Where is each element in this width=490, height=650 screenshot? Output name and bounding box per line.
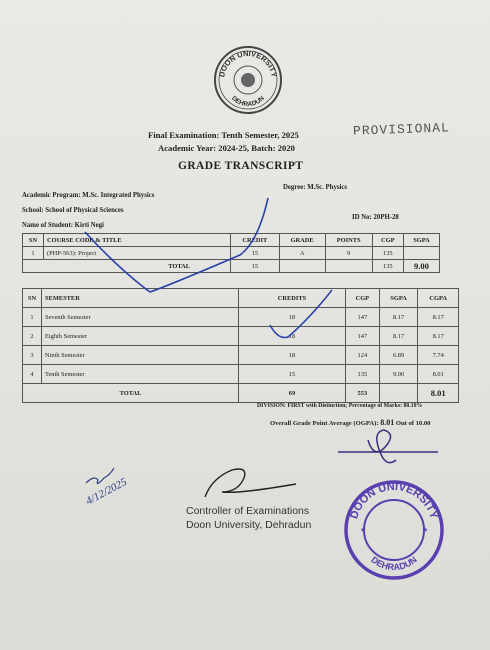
col-credits: CREDITS <box>239 289 346 308</box>
cell: A <box>279 247 325 260</box>
cell: 135 <box>346 365 380 384</box>
overall-label: Overall Grade Point Average (OGPA): <box>270 420 379 427</box>
stamp-top-text: DOON UNIVERSITY <box>348 480 440 521</box>
semester-table <box>22 288 459 403</box>
cell: Ninth Semester <box>42 346 239 365</box>
cell: 3 <box>23 346 42 365</box>
total-cgp: 135 <box>372 260 403 273</box>
cell: 147 <box>346 308 380 327</box>
overall-suffix: Out of 10.00 <box>395 420 431 427</box>
exam-title: Final Examination: Tenth Semester, 2025 <box>148 130 299 140</box>
cell: Eighth Semester <box>42 327 239 346</box>
initials-scribble <box>86 468 114 484</box>
student-id: ID No: 20PH-28 <box>352 214 399 221</box>
svg-text:DOON UNIVERSITY <box>348 481 440 521</box>
total-label: TOTAL <box>23 384 239 403</box>
col-grade: GRADE <box>279 234 325 247</box>
cell: 124 <box>346 346 380 365</box>
provisional-stamp: PROVISIONAL <box>352 120 451 139</box>
page-title: GRADE TRANSCRIPT <box>178 160 304 172</box>
date-text: 4/12/2025 <box>83 476 130 508</box>
overall-value: 8.01 <box>380 418 395 427</box>
total-credits: 69 <box>239 384 346 403</box>
col-cgp: CGP <box>346 289 380 308</box>
cell <box>403 247 439 260</box>
col-course: COURSE CODE & TITLE <box>44 234 231 247</box>
semester-table-header <box>23 289 459 308</box>
university-stamp <box>346 481 442 578</box>
division-text: DIVISION: FIRST with Distinction; Percentage of Marks: 80.10% <box>257 403 423 409</box>
university-seal <box>212 44 284 116</box>
stamp-bottom-text: DEHRADUN <box>369 554 419 573</box>
col-semester: SEMESTER <box>42 289 239 308</box>
seal-top-text: DOON UNIVERSITY <box>217 48 279 78</box>
cell: 8.17 <box>418 308 459 327</box>
col-cgp: CGP <box>372 234 403 247</box>
total-row <box>23 260 440 273</box>
col-sn: SN <box>23 289 42 308</box>
degree: Degree: M.Sc. Physics <box>283 184 348 191</box>
star-icon: ★ <box>422 527 429 534</box>
academic-program: Academic Program: M.Sc. Integrated Physics <box>22 192 155 199</box>
table-row <box>23 308 459 327</box>
cell: 15 <box>239 365 346 384</box>
cell: 2 <box>23 327 42 346</box>
col-sn: SN <box>23 234 44 247</box>
course-table-header <box>23 234 440 247</box>
table-row <box>23 346 459 365</box>
course-table <box>22 233 440 273</box>
cell: 9.00 <box>379 365 418 384</box>
cell: 18 <box>239 346 346 365</box>
seal-bottom-text: DEHRADUN <box>230 94 266 109</box>
cell: 8.01 <box>418 365 459 384</box>
table-row <box>23 327 459 346</box>
overall-gpa <box>270 418 430 427</box>
col-cgpa: CGPA <box>418 289 459 308</box>
cell: Seventh Semester <box>42 308 239 327</box>
cell: 8.17 <box>418 327 459 346</box>
star-icon: ★ <box>360 527 367 534</box>
total-cgpa: 8.01 <box>418 384 459 403</box>
table-row <box>23 247 440 260</box>
col-sgpa: SGPA <box>403 234 439 247</box>
student-name: Name of Student: Kirti Negi <box>22 222 104 229</box>
total-row <box>23 384 459 403</box>
cell: Tenth Semester <box>42 365 239 384</box>
cell: 135 <box>372 247 403 260</box>
cell: 6.89 <box>379 346 418 365</box>
cell: 7.74 <box>418 346 459 365</box>
authority-signature <box>338 430 438 463</box>
handwritten-date <box>84 476 129 508</box>
svg-text:DEHRADUN <box>369 554 418 572</box>
table-row <box>23 365 459 384</box>
col-credit: CREDIT <box>231 234 280 247</box>
total-label: TOTAL <box>23 260 231 273</box>
cell: 8.17 <box>379 327 418 346</box>
col-points: POINTS <box>325 234 372 247</box>
cell: 1 <box>23 308 42 327</box>
cell: 1 <box>23 247 44 260</box>
cell: 18 <box>239 327 346 346</box>
total-sgpa: 9.00 <box>403 260 439 273</box>
cell: 18 <box>239 308 346 327</box>
col-sgpa: SGPA <box>379 289 418 308</box>
cell: 9 <box>325 247 372 260</box>
total-cgp: 553 <box>346 384 380 403</box>
cell: 4 <box>23 365 42 384</box>
cell: 147 <box>346 327 380 346</box>
school: School: School of Physical Sciences <box>22 207 124 214</box>
controller-signature <box>205 469 296 497</box>
cell: 15 <box>231 247 280 260</box>
academic-year: Academic Year: 2024-25, Batch: 2020 <box>158 143 295 153</box>
controller-university: Doon University, Dehradun <box>186 519 312 531</box>
cell: (PHP-563): Project <box>44 247 231 260</box>
cell: 8.17 <box>379 308 418 327</box>
total-credit: 15 <box>231 260 280 273</box>
controller-title: Controller of Examinations <box>186 505 310 517</box>
